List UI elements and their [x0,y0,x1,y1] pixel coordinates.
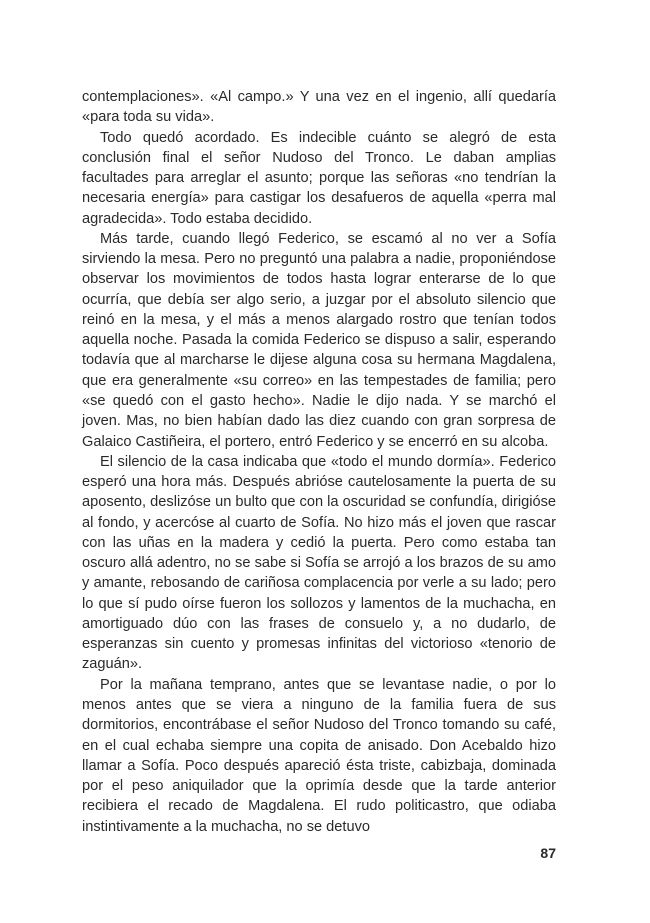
paragraph: Por la mañana temprano, antes que se levantase nadie, o por lo menos antes que se viera a ninguno de la familia fuera de sus dormitorios, encontrábase el señor Nudoso del Tronco tomando su café, en el cual echaba siempre una copita de anisado. Don Acebaldo hizo llamar a Sofía. Poco después apareció ésta triste, cabizbaja, dominada por el peso aniquilador que la oprimía desde que la tarde anterior recibiera el recado de Magdalena. El rudo politicastro, que odiaba instintivamente a la muchacha, no se detuvo [82,676,556,835]
page-body [82,87,556,837]
paragraph: Más tarde, cuando llegó Federico, se escamó al no ver a Sofía sirviendo la mesa. Pero no preguntó una palabra a nadie, proponiéndose observar los movimientos de todos hasta lograr enterarse de lo que ocurría, que debía ser algo serio, a juzgar por el absoluto silencio que reinó en la mesa, y el más a menos alargado rostro que tenían todos aquella noche. Pasada la comida Federico se dispuso a salir, esperando todavía que al marcharse le dijese alguna cosa su hermana Magdalena, que era generalmente «su correo» en las tempestades de familia; pero «se quedó con el gasto hecho». Nadie le dijo nada. Y se marchó el joven. Mas, no bien habían dado las diez cuando con gran sorpresa de Galaico Castiñeira, el portero, entró Federico y se encerró en su alcoba. [82,230,556,450]
page-number: 87 [540,845,556,861]
paragraph: contemplaciones». «Al campo.» Y una vez en el ingenio, allí quedaría «para toda su vida». [82,89,556,126]
paragraph: El silencio de la casa indicaba que «todo el mundo dormía». Federico esperó una hora más. Después abrióse cautelosamente la puerta de su aposento, deslizóse un bulto que con la oscuridad se confundía, dirigióse al fondo, y acercóse al cuarto de Sofía. No hizo más el joven que rascar con las uñas en la madera y cedió la puerta. Pero como estaba tan oscuro allá adentro, no se sabe si Sofía se arrojó a los brazos de su amo y amante, rebosando de cariñosa complacencia por verle a su lado; pero lo que sí pudo oírse fueron los sollozos y lamentos de la muchacha, en amortiguado dúo con las frases de consuelo y, a no dudarlo, de esperanzas sin cuento y promesas infinitas del victorioso «tenorio de zaguán». [82,453,556,673]
paragraph: Todo quedó acordado. Es indecible cuánto se alegró de esta conclusión final el señor Nudoso del Tronco. Le daban amplias facultades para arreglar el asunto; porque las señoras «no tendrían la necesaria energía» para castigar los desafueros de aquella «perra mal agradecida». Todo estaba decidido. [82,129,556,227]
